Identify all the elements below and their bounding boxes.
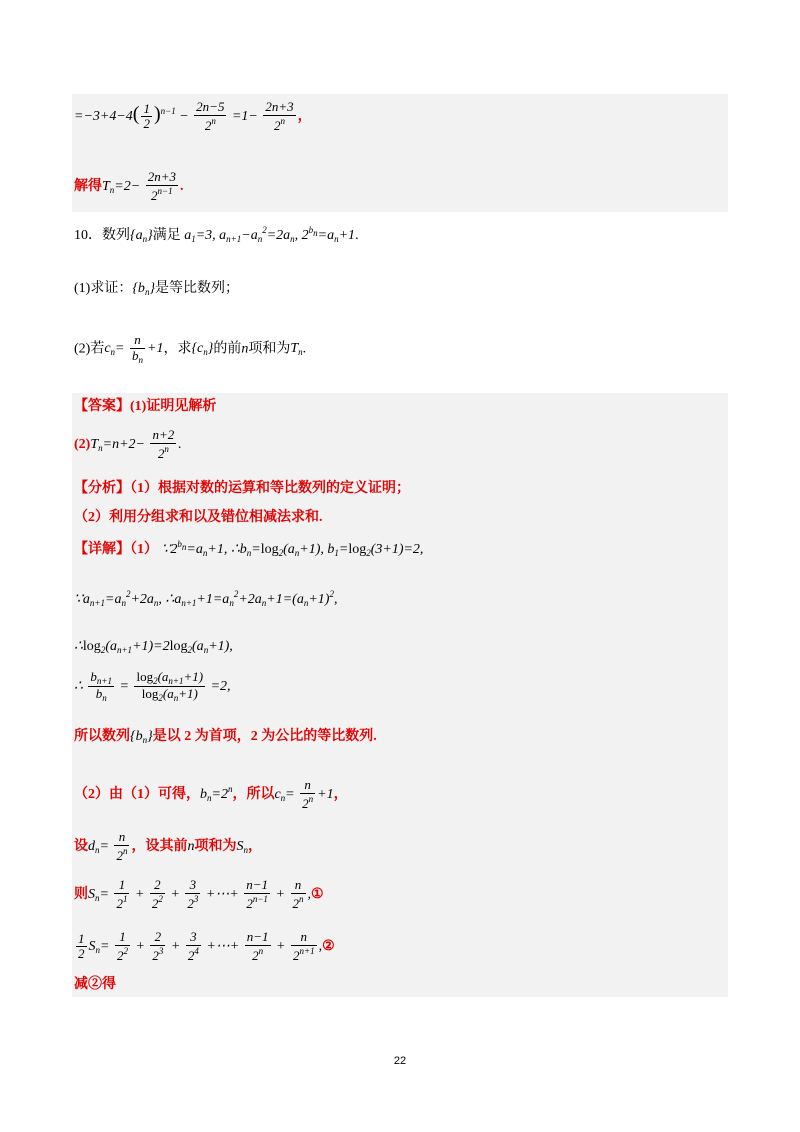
detail-part2: （2）由（1）可得，$b_n=2^n$，所以$c_n=$ $\frac{n}{2^n}$ +1， bbox=[74, 777, 348, 811]
solve-label: 解得 bbox=[74, 179, 102, 195]
detail-label: 【详解】（1） bbox=[74, 542, 158, 557]
answer-line-2: $(2)T_n=n+2-$ $\frac{n+2}{2^n}$ . bbox=[74, 427, 182, 461]
let-comma: ， bbox=[247, 839, 262, 855]
answer-part2-label: (2) bbox=[74, 437, 91, 453]
formula-line-1: =−3+4−4( $\frac{1}{2}$ )$^{n-1}$ − $\frac{2n-5}{2^n}$ =1− $\frac{2n+3}{2^n}$ ， bbox=[74, 99, 312, 133]
analysis-1: 【分析】（1）根据对数的运算和等比数列的定义证明； bbox=[74, 481, 410, 496]
q1-prefix: (1)求证： bbox=[74, 281, 133, 296]
q2-text: 的前 bbox=[213, 341, 242, 357]
analysis-line-1 bbox=[74, 482, 410, 496]
detail-sum-1: 则$S_n=$ $\frac{1}{2^1}$ + $\frac{2}{2^2}$ + $\frac{3}{2^3}$ +⋯+ $\frac{n-1}{2^{n-1}}$ + $\frac{n}{2^n}$ ,① bbox=[74, 877, 324, 911]
let-n: n bbox=[187, 839, 195, 855]
then-prefix: 则 bbox=[74, 887, 88, 903]
q2-end: 项和为 bbox=[248, 341, 291, 357]
detail-line-2: $\because a_{n+1}=a_n^2+2a_n$, $\therefore a_{n+1}+1=a_n^2+2a_n+1=(a_n+1)^2$, bbox=[74, 589, 338, 608]
problem-10-stem: 10．数列$\{a_n\}$满足 $a_1=3$, $a_{n+1}-a_n^2=2a_n$, $2^{b_n}=a_n+1$. bbox=[74, 225, 359, 244]
minus-text: 减②得 bbox=[74, 977, 116, 992]
problem-seq-text: 满足 bbox=[152, 228, 181, 243]
question-2: (2)若$c_n=$ $\frac{n}{b_n}$ +1，求$\{c_n\}$的前n项和为$T_n$. bbox=[74, 332, 307, 365]
question-1: (1)求证：$\{b_n\}$是等比数列； bbox=[74, 281, 240, 297]
circle-1: ① bbox=[311, 887, 324, 903]
let-prefix: 设 bbox=[74, 839, 88, 855]
part2-b: ，所以 bbox=[232, 787, 275, 803]
part2-a: （2）由（1）可得， bbox=[74, 787, 200, 803]
circle-2: ② bbox=[322, 939, 335, 955]
answer-label: 【答案】(1)证明见解析 bbox=[74, 399, 217, 414]
detail-line-4: ∴ $\frac{b_{n+1}}{b_n}$ = $\frac{\log_2(a_{n+1}+1)}{\log_2(a_n+1)}$ =2, bbox=[74, 669, 231, 704]
detail-conclusion: 所以数列$\{b_n\}$是以 2 为首项，2 为公比的等比数列. bbox=[74, 729, 377, 745]
let-mid: ，设其前 bbox=[131, 839, 188, 855]
solve-period: . bbox=[179, 179, 184, 195]
problem-number: 10．数列 bbox=[74, 228, 130, 243]
detail-sum-2: $\frac{1}{2}$ $S_n=$ $\frac{1}{2^2}$ + $\frac{2}{2^3}$ + $\frac{3}{2^4}$ +⋯+ $\frac{n-1}{2^n}$ + $\frac{n}{2^{n+1}}$ ,② bbox=[78, 929, 335, 963]
solve-result: 解得$T_n=2-$ $\frac{2n+3}{2^{n-1}}$ . bbox=[74, 169, 184, 203]
detail-line-3: $\therefore\log_2(a_{n+1}+1)=2\log_2(a_n+1)$, bbox=[74, 639, 233, 655]
analysis-2: （2）利用分组求和以及错位相减法求和. bbox=[74, 510, 323, 525]
q2-prefix: (2)若 bbox=[74, 341, 105, 357]
conclusion-suffix: 是以 2 为首项，2 为公比的等比数列. bbox=[152, 729, 377, 744]
page-number: 22 bbox=[393, 1055, 407, 1067]
let-end: 项和为 bbox=[194, 839, 237, 855]
comma: ， bbox=[297, 109, 312, 125]
part2-c: ， bbox=[333, 787, 348, 803]
detail-line-1: 【详解】（1） $\because 2^{b_n}=a_n+1$, $\therefore b_n=\log_2(a_n+1)$, $b_1=\log_2(3+1)=2$, bbox=[74, 539, 424, 558]
q1-text: 是等比数列； bbox=[155, 281, 240, 296]
answer-line-1 bbox=[74, 400, 216, 414]
analysis-line-2 bbox=[74, 511, 323, 525]
detail-let: 设$d_n=$ $\frac{n}{2^n}$ ，设其前n项和为$S_n$， bbox=[74, 829, 262, 863]
q2-mid: ，求 bbox=[163, 341, 192, 357]
q2-n: n bbox=[241, 341, 249, 357]
conclusion-prefix: 所以数列 bbox=[74, 729, 130, 744]
detail-minus bbox=[74, 978, 116, 992]
